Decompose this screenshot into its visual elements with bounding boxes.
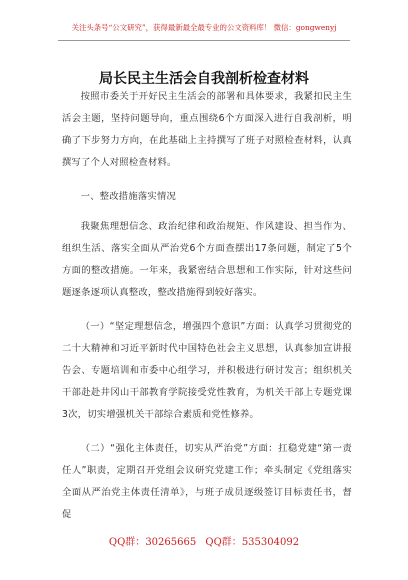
qq-group-number: 30265665 <box>145 537 197 548</box>
page-header <box>0 0 408 44</box>
body-paragraph: （二）“强化主体责任，切实从严治党”方面：扛稳党建“第一责任人”职责，定期召开党组会议研究党建工作；牵头制定《党组落实全面从严治党主体责任清单》，与班子成员逐级签订目标责任书，督促 <box>62 443 352 520</box>
body-paragraph: 我聚焦理想信念、政治纪律和政治规矩、作风建设、担当作为、组织生活、落实全面从严治党6个方面查摆出17条问题，制定了5个方面的整改措施。一年来，我紧密结合思想和工作实际，针对这些问题逐条逐项认真整改，整改措施得到较好落实。 <box>62 221 352 298</box>
body-paragraph: （一）“坚定理想信念，增强四个意识”方面：认真学习贯彻党的二十大精神和习近平新时代中国特色社会主义思想，认真参加宣讲报告会、专题培训和市委中心组学习，并积极进行研讨发言；组织机关干部赴赴井冈山干部教育学院接受党性教育，为机关干部上专题党课3次，切实增强机关干部综合素质和党性修养。 <box>62 321 352 420</box>
section-heading: 一、整改措施落实情况 <box>80 191 177 202</box>
header-notice: 关注头条号“公文研究”，获得最新最全最专业的公文资料库！ 微信：gongwenyj <box>71 23 337 32</box>
header-divider <box>58 40 350 41</box>
document-title: 局长民主生活会自我剖析检查材料 <box>99 71 309 87</box>
qq-group-label: QQ群： <box>108 537 146 548</box>
qq-group-number: 535304092 <box>241 537 300 548</box>
page-footer <box>0 533 408 548</box>
qq-group-label: QQ群： <box>205 537 242 548</box>
document-body <box>62 86 352 538</box>
intro-paragraph: 按照市委关于开好民主生活会的部署和具体要求，我紧扣民主生活会主题，坚持问题导向，重点围绕6个方面深入进行自我剖析，明确了下步努力方向，在此基础上主持撰写了班子对照检查材料，认真撰写了个人对照检查材料。 <box>62 91 352 168</box>
